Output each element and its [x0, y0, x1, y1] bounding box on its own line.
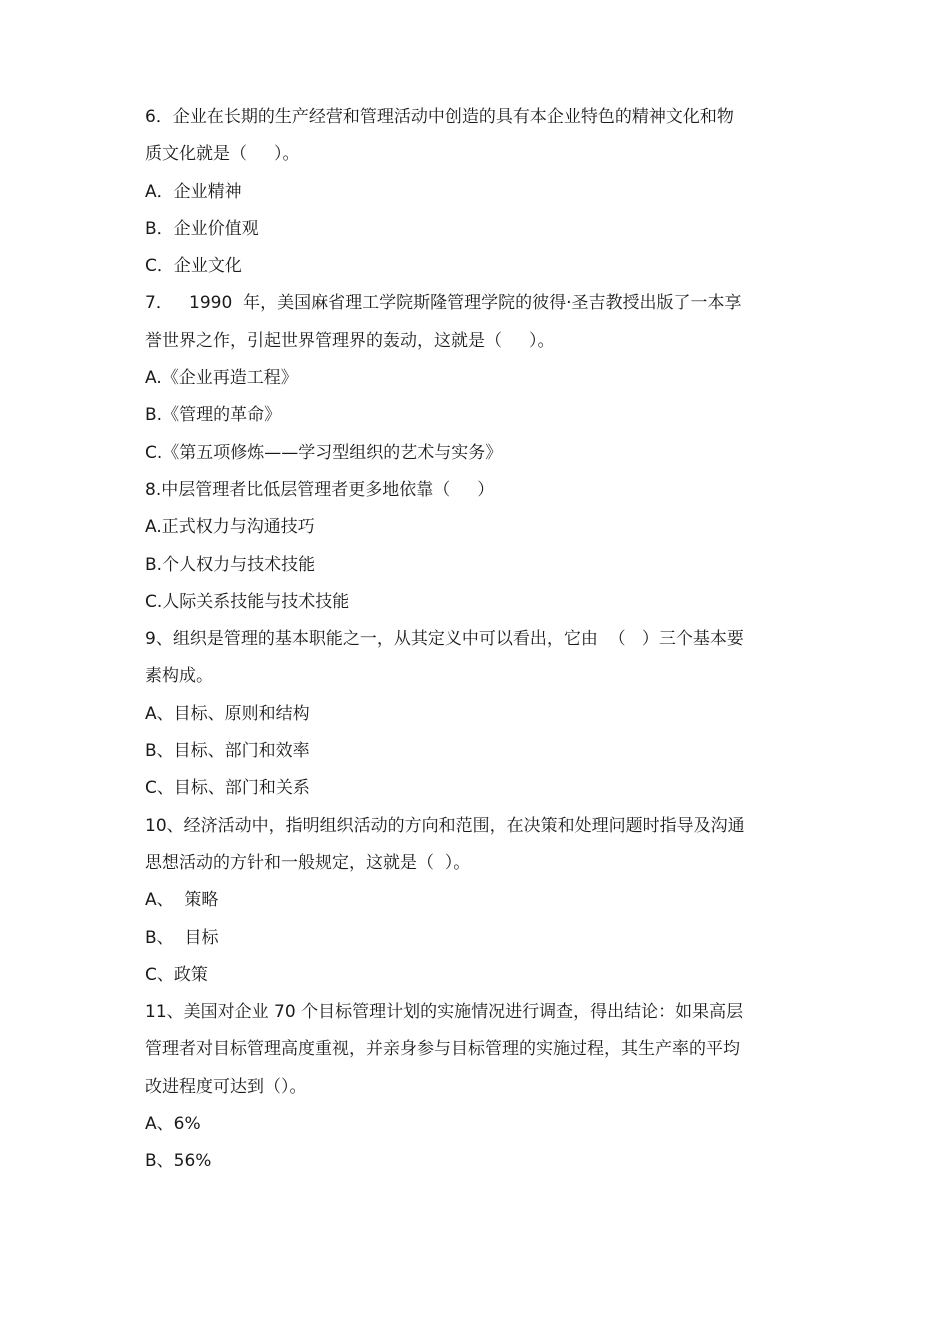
option-a: A、6% — [145, 1114, 201, 1135]
option-b: B、56% — [145, 1151, 212, 1172]
question-stem-line: 誉世界之作，引起世界管理界的轰动，这就是（ ）。 — [145, 330, 555, 351]
option-c: C、目标、部门和关系 — [145, 778, 310, 799]
option-b: B.《管理的革命》 — [145, 405, 282, 426]
question-stem-line: 8.中层管理者比低层管理者更多地依靠（ ） — [145, 479, 495, 500]
option-c: C、政策 — [145, 964, 208, 985]
option-b: B．企业价值观 — [145, 218, 259, 239]
question-stem-line: 质文化就是（ ）。 — [145, 144, 300, 165]
question-stem-line: 管理者对目标管理高度重视，并亲身参与目标管理的实施过程，其生产率的平均 — [145, 1039, 740, 1060]
question-9 — [145, 621, 810, 807]
question-stem-line: 11、美国对企业 70 个目标管理计划的实施情况进行调查，得出结论：如果高层 — [145, 1002, 744, 1023]
option-b: B.个人权力与技术技能 — [145, 554, 316, 575]
question-11 — [145, 994, 810, 1180]
question-stem-line: 思想活动的方针和一般规定，这就是（ ）。 — [145, 852, 471, 873]
option-b: B、目标、部门和效率 — [145, 741, 310, 762]
option-a: A.正式权力与沟通技巧 — [145, 517, 315, 538]
question-7 — [145, 285, 810, 471]
question-stem-line: 10、经济活动中，指明组织活动的方向和范围，在决策和处理问题时指导及沟通 — [145, 815, 745, 836]
option-b: B、 目标 — [145, 927, 219, 948]
option-a: A．企业精神 — [145, 181, 242, 202]
question-stem-line: 改进程度可达到（）。 — [145, 1076, 307, 1097]
question-6 — [145, 99, 810, 285]
question-8 — [145, 472, 810, 621]
option-a: A、 策略 — [145, 890, 219, 911]
question-stem-line: 素构成。 — [145, 666, 213, 687]
question-list — [145, 99, 810, 1181]
question-stem-line: 9、组织是管理的基本职能之一，从其定义中可以看出，它由 （ ）三个基本要 — [145, 629, 744, 650]
option-c: C.人际关系技能与技术技能 — [145, 591, 350, 612]
option-c: C．企业文化 — [145, 256, 242, 277]
option-a: A、目标、原则和结构 — [145, 703, 310, 724]
question-10 — [145, 808, 810, 994]
option-c: C.《第五项修炼——学习型组织的艺术与实务》 — [145, 442, 503, 463]
option-a: A.《企业再造工程》 — [145, 368, 298, 389]
question-stem-line: 6．企业在长期的生产经营和管理活动中创造的具有本企业特色的精神文化和物 — [145, 107, 734, 127]
question-stem-line: 7． 1990 年，美国麻省理工学院斯隆管理学院的彼得·圣吉教授出版了一本享 — [145, 293, 742, 314]
